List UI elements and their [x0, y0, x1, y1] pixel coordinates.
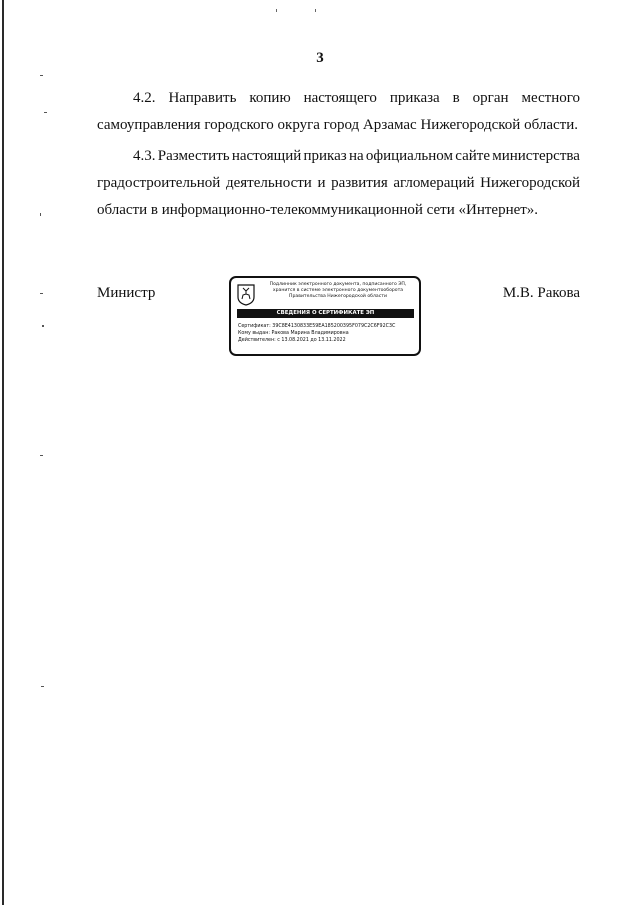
word: Разместить [157, 148, 230, 164]
signer-position: Министр [97, 285, 156, 301]
word: развития [331, 175, 388, 191]
electronic-signature-stamp [229, 276, 421, 356]
scan-mark [276, 9, 277, 12]
issued-to-value: Ракова Марина Владимировна [271, 331, 349, 336]
scan-speck [41, 686, 44, 687]
stamp-header-line: Правительства Нижегородской области [289, 294, 387, 299]
stamp-header-line: Подлинник электронного документа, подписанного ЭП, [269, 282, 407, 287]
word: орган [472, 90, 509, 106]
nizhny-novgorod-deer-emblem-icon [237, 284, 255, 306]
scan-left-edge [2, 0, 4, 905]
word: приказ [303, 148, 347, 164]
validity-row [238, 337, 395, 344]
certificate-row [238, 323, 395, 330]
word: настоящего [303, 90, 377, 106]
signer-name: М.В. Ракова [502, 285, 580, 301]
validity-value: с 13.08.2021 до 13.11.2022 [277, 338, 346, 343]
page-number: 3 [316, 50, 324, 66]
word: копию [249, 90, 291, 106]
paragraph-line: области в информационно-телекоммуникационной сети «Интернет». [97, 202, 539, 218]
word: сайте [455, 148, 490, 164]
word: на [348, 148, 364, 164]
word: настоящий [231, 148, 302, 164]
paragraph-line: самоуправления городского округа город Арзамас Нижегородской области. [97, 117, 578, 133]
scan-mark [315, 9, 316, 12]
word: 4.2. [133, 90, 156, 106]
paragraph-line [97, 85, 580, 112]
stamp-banner: СВЕДЕНИЯ О СЕРТИФИКАТЕ ЭП [237, 309, 414, 318]
certificate-details [238, 323, 395, 344]
certificate-label: Сертификат: [238, 324, 271, 329]
scan-speck [40, 293, 43, 294]
certificate-value: 39C8E4130833E59EA185200395F079C2C6F92C3C [272, 324, 396, 329]
word: приказа [389, 90, 440, 106]
word: официальном [365, 148, 454, 164]
word: и [317, 175, 326, 191]
scan-speck [40, 213, 41, 216]
word: Нижегородской [480, 175, 580, 191]
word: деятельности [225, 175, 312, 191]
word: в [452, 90, 460, 106]
scan-speck [40, 75, 43, 76]
paragraph-line [97, 170, 580, 197]
word: 4.3. [133, 148, 156, 164]
word: градостроительной [97, 175, 221, 191]
word: министерства [492, 148, 580, 164]
word: местного [521, 90, 580, 106]
paragraph-4-2 [97, 85, 580, 139]
stamp-header-line: хранится в системе электронного документооборота [272, 288, 404, 293]
validity-label: Действителен: [238, 338, 276, 343]
word: Направить [168, 90, 237, 106]
paragraph-4-3 [97, 143, 580, 224]
scan-speck [44, 112, 47, 113]
stamp-header [258, 282, 418, 300]
word: агломераций [393, 175, 475, 191]
issued-to-label: Кому выдан: [238, 331, 270, 336]
scan-speck [40, 455, 43, 456]
paragraph-line [97, 143, 580, 170]
issued-to-row [238, 330, 395, 337]
scan-speck [42, 325, 44, 327]
